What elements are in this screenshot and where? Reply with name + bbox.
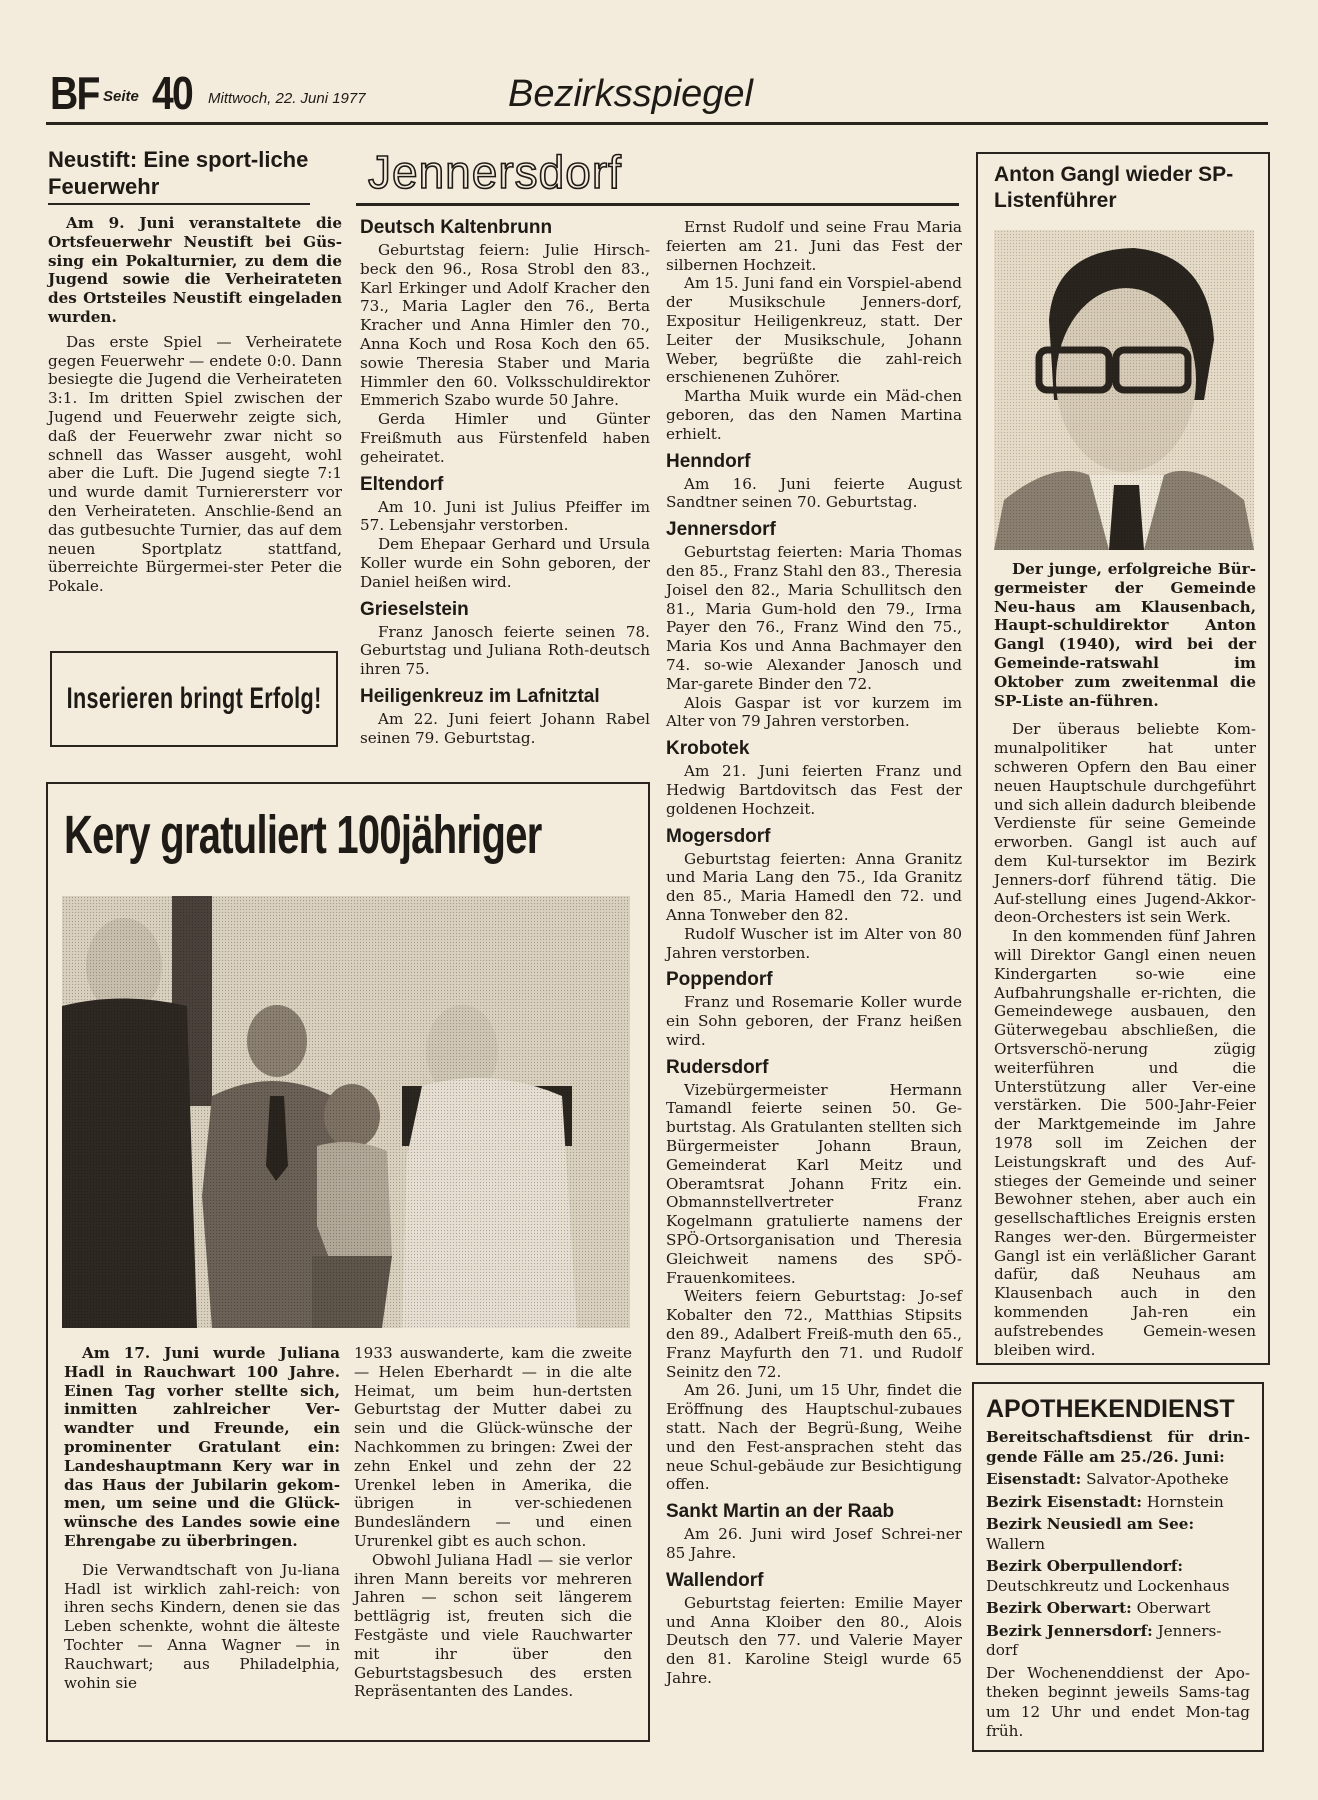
- news-paragraph: Franz Janosch feierte seinen 78. Geburtstag und Juliana Roth-deutsch ihren 75.: [360, 622, 650, 679]
- paper-mark: BF: [50, 67, 99, 119]
- apotheke-entry: [986, 1470, 1250, 1490]
- news-paragraph: Dem Ehepaar Gerhard und Ursula Koller wurde ein Sohn geboren, der Daniel heißen wird.: [360, 535, 650, 591]
- gangl-portrait: [994, 230, 1254, 550]
- kery-body-1: Die Verwandtschaft von Ju-liana Hadl ist wirklich zahl-reich: von ihren sechs Kindern, denen sie das Leben schenkte, wohnt die älteste Tochter — Anna Wagner — in Rauchwart; aus Philadelphia, wohin sie: [64, 1560, 340, 1692]
- place-heading: Rudersdorf: [666, 1056, 769, 1078]
- pharmacy-name: Hornstein: [1146, 1492, 1224, 1511]
- news-paragraph: Alois Gaspar ist vor kurzem im Alter von 79 Jahren verstorben.: [666, 693, 962, 731]
- pharmacy-name: Wallern: [986, 1534, 1046, 1553]
- news-paragraph: Rudolf Wuscher ist im Alter von 80 Jahren verstorben.: [666, 924, 962, 962]
- place-heading: Wallendorf: [666, 1569, 764, 1591]
- gangl-body-2: In den kommenden fünf Jahren will Direktor Gangl einen neuen Kindergarten so-wie eine Aufbahrungshalle er-richten, die Gemeindewege ausbauen, den Güterwegebau abschließen, die Ortsverschö-nerung zügig weiterführen und die Unterstützung aller Ver-eine verstärken. Die 500-Jahr-Feier der Marktgemeinde im Jahre 1978 soll im Zeichen der Leistungskraft und des Auf-stieges der Gemeinde und seiner Bewohner stehen, aber auch ein gesellschaftliches Ereignis ersten Ranges wer-den. Bürgermeister Gangl ist ein verläßlicher Garant dafür, daß Neuhaus am Klausenbach auch in den kommenden Jah-ren ein aufstrebendes Gemein-wesen bleiben wird.: [994, 927, 1256, 1359]
- gangl-lead: Der junge, erfolgreiche Bür-germeister der Gemeinde Neu-haus am Klausenbach, Haupt-schuldirektor Anton Gangl (1940), wird bei der Gemeinde-ratswahl im Oktober zum zweitenmal die SP-Liste an-führen.: [994, 560, 1256, 710]
- apotheke-headline: APOTHEKENDIENST: [986, 1395, 1235, 1423]
- kery-body-2: 1933 auswanderte, kam die zweite — Helen Eberhardt — in die alte Heimat, um beim hun-dertsten Geburtstag der Mutter dabei zu sein und die Glück-wünsche der Nachkommen zu bringen: Zwei der zehn Enkel und zehn der 22 Urenkel leben in Amerika, die übrigen in ver-schiedenen Bundesländern — und einen Ururenkel gibt es auch schon.: [354, 1344, 632, 1550]
- neustift-article: [48, 214, 342, 596]
- photo-halftone-icon: [62, 896, 630, 1328]
- apotheke-entry: [986, 1557, 1250, 1596]
- news-paragraph: Ernst Rudolf und seine Frau Maria feierten am 21. Juni das Fest der silbernen Hochzeit.: [666, 218, 962, 274]
- news-paragraph: Am 15. Juni fand ein Vorspiel-abend der Musikschule Jenners-dorf, Expositur Heiligenkreuz, statt. Der Leiter der Musikschule, Johann Weber, begrüßte die zahl-reich erschienenen Zuhörer.: [666, 274, 962, 387]
- centenarian-photo: [62, 896, 630, 1328]
- news-paragraph: Geburtstag feierten: Anna Granitz und Maria Lang den 75., Ida Granitz den 85., Maria Hamedl den 72. und Anna Tonweber den 82.: [666, 849, 962, 924]
- apotheke-entry: [986, 1493, 1250, 1513]
- header-rule: [46, 122, 1268, 125]
- jennersdorf-column-1: [360, 216, 650, 748]
- district-label: Bezirk Neusiedl am See:: [986, 1515, 1195, 1533]
- issue-date: Mittwoch, 22. Juni 1977: [208, 90, 366, 107]
- news-paragraph: Am 10. Juni ist Julius Pfeiffer im 57. Lebensjahr verstorben.: [360, 497, 650, 535]
- gangl-text: [994, 560, 1256, 1359]
- place-heading: Eltendorf: [360, 473, 444, 495]
- neustift-body: Das erste Spiel — Verheiratete gegen Feuerwehr — endete 0:0. Dann besiegte die Jugend die Verheirateten 3:1. Im dritten Spiel zwischen der Jugend und Feuerwehr zeigte sich, daß der Feuerwehr zwar nicht so schnell das Wasser ausgeht, wohl aber die Luft. Die Jugend siegte 7:1 und wurde damit Turnierersterr vor den Verheirateten. Anschlie-ßend an das gutbesuchte Turnier, das auf dem neuen Sportplatz stattfand, überreichte Bürgermei-ster Peter die Pokale.: [48, 332, 342, 596]
- neustift-rule: [48, 203, 310, 205]
- district-label: Bezirk Jennersdorf:: [986, 1621, 1153, 1640]
- neustift-lead: Am 9. Juni veranstaltete die Ortsfeuerwehr Neustift bei Güs-sing ein Pokalturnier, zu dem die Jugend sowie die Verheirateten des Ortsteiles Neustift eingeladen wurden.: [48, 214, 342, 326]
- kery-lead: Am 17. Juni wurde Juliana Hadl in Rauchwart 100 Jahre. Einen Tag vorher stellte sich, inmitten zahlreicher Ver-wandter und Freunde, ein prominenter Gratulant ein: Landeshauptmann Kery war in das Haus der Jubilarin gekom-men, um seine und die Glück-wünsche des Landes sowie eine Ehrengabe zu überbringen.: [64, 1344, 340, 1550]
- district-label: Bezirk Oberwart:: [986, 1599, 1132, 1617]
- news-paragraph: Martha Muik wurde ein Mäd-chen geboren, das den Namen Martina erhielt.: [666, 387, 962, 443]
- news-paragraph: Geburtstag feierten: Emilie Mayer und Anna Kloiber den 80., Alois Deutsch den 77. und Valerie Mayer den 81. Karoline Steigl wurde 65 Jahre.: [666, 1593, 962, 1687]
- pharmacy-name: Salvator-Apotheke: [1086, 1470, 1229, 1488]
- place-heading: Grieselstein: [360, 598, 469, 620]
- apotheke-intro: Bereitschaftsdienst für drin-gende Fälle am 25./26. Juni:: [986, 1428, 1250, 1466]
- portrait-halftone-icon: [994, 230, 1254, 550]
- kery-text-column-2: [354, 1344, 632, 1701]
- seite-label: Seite: [103, 88, 139, 105]
- place-heading: Henndorf: [666, 450, 751, 472]
- place-heading: Sankt Martin an der Raab: [666, 1501, 895, 1523]
- news-paragraph: Am 26. Juni wird Josef Schrei-ner 85 Jahre.: [666, 1525, 962, 1563]
- news-paragraph: Franz und Rosemarie Koller wurde ein Sohn geboren, der Franz heißen wird.: [666, 993, 962, 1049]
- district-label: Bezirk Eisenstadt:: [986, 1492, 1142, 1511]
- news-paragraph: Geburtstag feiern: Julie Hirsch-beck den 96., Rosa Strobl den 83., Karl Erkinger und Adolf Kracher den 73., Maria Lagler den 76., Berta Kracher und Anna Himler den 70., Anna Koch und Rosa Koch den 65. sowie Theresia Staber und Maria Himmler den 60. Volksschuldirektor Emmerich Szabo wurde 50 Jahre.: [360, 241, 650, 410]
- jennersdorf-logo: Jennersdorf: [368, 146, 622, 198]
- place-heading: Deutsch Kaltenbrunn: [360, 217, 553, 238]
- news-paragraph: Geburtstag feierten: Maria Thomas den 85., Franz Stahl den 83., Theresia Joisel den 82., Maria Schullitsch den 81., Maria Gum-hold den 79., Irma Payer den 76., Franz Wind den 75., Maria Kos und Anna Bachmayer den 74. so-wie Alexander Janosch und Mar-garete Binder den 72.: [666, 543, 962, 693]
- apotheke-entry: [986, 1599, 1250, 1619]
- ad-text: Inserieren bringt Erfolg!: [66, 682, 322, 715]
- place-heading: Poppendorf: [666, 969, 773, 991]
- news-paragraph: Am 22. Juni feiert Johann Rabel seinen 79. Geburtstag.: [360, 709, 650, 747]
- place-heading: Krobotek: [666, 738, 750, 760]
- news-paragraph: Weiters feiern Geburtstag: Jo-sef Kobalter den 72., Matthias Stipsits den 89., Adalbert Freiß-muth den 65., Franz Mayfurth den 71. und Rudolf Seinitz den 72.: [666, 1287, 962, 1381]
- ad-box: [50, 651, 338, 747]
- gangl-headline: Anton Gangl wieder SP-Listenführer: [994, 163, 1234, 212]
- place-heading: Mogersdorf: [666, 825, 771, 847]
- pharmacy-name: Jenners-dorf: [986, 1621, 1222, 1659]
- kery-headline: Kery gratuliert 100jähriger: [64, 805, 542, 865]
- news-paragraph: Gerda Himler und Günter Freißmuth aus Fürstenfeld haben geheiratet.: [360, 410, 650, 466]
- apotheke-entry: [986, 1622, 1250, 1661]
- apotheke-entry: [986, 1515, 1250, 1554]
- kery-text-column-1: [64, 1344, 340, 1692]
- pharmacy-name: Deutschkreutz und Lockenhaus: [986, 1576, 1230, 1595]
- news-paragraph: Am 21. Juni feierten Franz und Hedwig Bartdovitsch das Fest der goldenen Hochzeit.: [666, 762, 962, 818]
- gangl-body-1: Der überaus beliebte Kom-munalpolitiker hat unter schweren Opfern den Bau einer neuen Hauptschule durchgeführt und sich allein dadurch bleibende Verdienste für seine Gemeinde erworben. Gangl ist auch auf dem Kul-tursektor im Bezirk Jenners-dorf führend tätig. Die Auf-stellung eines Jugend-Akkor-deon-Orchesters ist sein Werk.: [994, 720, 1256, 927]
- apotheke-note: Der Wochenenddienst der Apo-theken beginnt jeweils Sams-tag um 12 Uhr und endet Mon-tag früh.: [986, 1663, 1250, 1740]
- neustift-headline: Neustift: Eine sport-liche Feuerwehr: [48, 147, 309, 199]
- news-paragraph: Vizebürgermeister Hermann Tamandl feierte seinen 50. Ge-burtstag. Als Gratulanten stellten sich Bürgermeister Johann Braun, Gemeinderat Karl Meitz und Oberamtsrat Johann Fritz ein. Obmannstellvertreter Franz Kogelmann gratulierte namens der SPÖ-Ortsorganisation und Theresia Gleichweit namens des SPÖ-Frauenkomitees.: [666, 1080, 962, 1287]
- section-title: Bezirksspiegel: [508, 73, 753, 115]
- apotheke-list: [986, 1428, 1250, 1745]
- district-label: Bezirk Oberpullendorf:: [986, 1557, 1184, 1575]
- pharmacy-name: Oberwart: [1136, 1599, 1211, 1617]
- district-label: Eisenstadt:: [986, 1470, 1082, 1488]
- jennersdorf-column-2: [666, 218, 962, 1688]
- page-number: 40: [152, 67, 193, 119]
- news-paragraph: Am 26. Juni, um 15 Uhr, findet die Eröffnung des Hauptschul-zubaues statt. Nach der Begrü-ßung, Weihe und den Fest-ansprachen steht das neue Schul-gebäude zur Besichtigung offen.: [666, 1381, 962, 1494]
- place-heading: Jennersdorf: [666, 519, 776, 541]
- news-paragraph: Am 16. Juni feierte August Sandtner seinen 70. Geburtstag.: [666, 474, 962, 512]
- jennersdorf-rule: [356, 203, 959, 206]
- place-heading: Heiligenkreuz im Lafnitztal: [360, 685, 600, 707]
- kery-body-3: Obwohl Juliana Hadl — sie verlor ihren Mann bereits vor mehreren Jahren — schon seit längerem bettlägrig ist, freuten sich die Festgäste und viele Rauchwarter mit ihr über den Geburtstagsbesuch des ersten Repräsentanten des Landes.: [354, 1550, 632, 1701]
